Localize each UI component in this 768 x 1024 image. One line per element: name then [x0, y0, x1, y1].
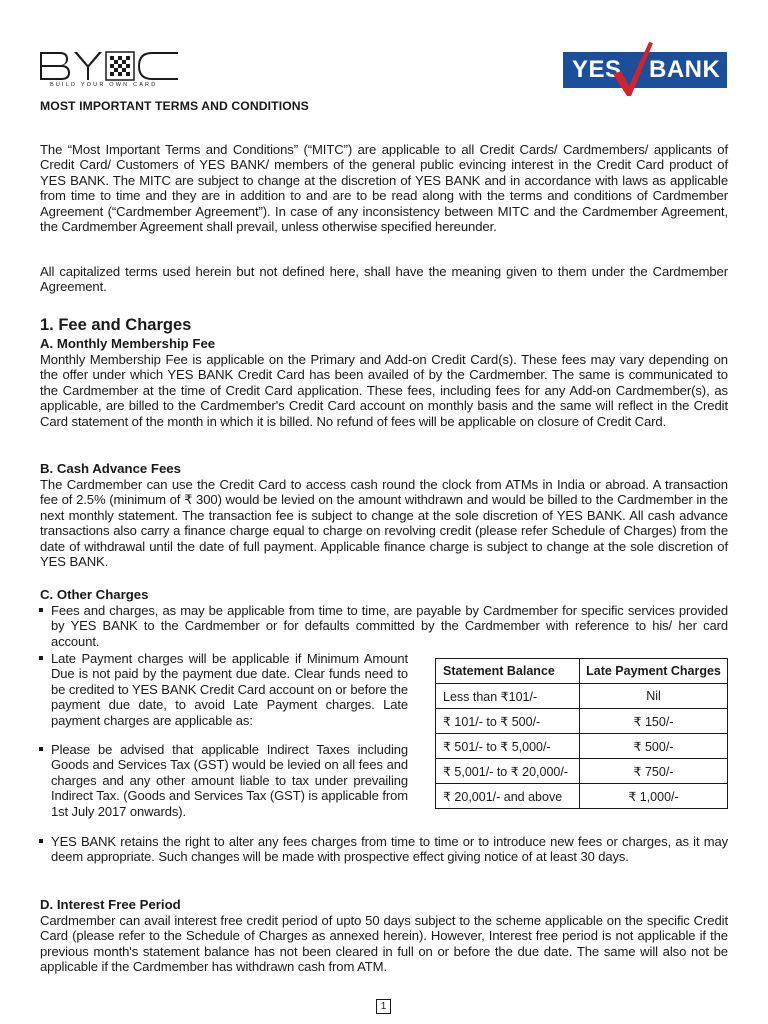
table-row	[436, 759, 728, 784]
table-cell-charge: ₹ 500/-	[580, 734, 728, 759]
table-cell-balance: ₹ 20,001/- and above	[436, 784, 580, 809]
yes-bank-logo-yes: YES	[572, 56, 622, 83]
document-title: MOST IMPORTANT TERMS AND CONDITIONS	[40, 99, 309, 113]
table-header-statement-balance: Statement Balance	[436, 659, 580, 684]
table-cell-charge: ₹ 1,000/-	[580, 784, 728, 809]
page-number: 1	[376, 999, 391, 1014]
bullet-marker	[39, 656, 43, 660]
list-item	[40, 742, 408, 819]
table-row	[436, 684, 728, 709]
intro-paragraph-1: The “Most Important Terms and Conditions” (“MITC”) are applicable to all Credit Cards/ Cardmembers/ applicants of Credit Card/ Customers of YES BANK/ members of the general public evincing interest in the Credit Card product of YES BANK. The MITC are subject to change at the discretion of YES BANK and in accordance with laws as applicable from time to time and they are in addition to and are to be read along with the terms and conditions of Cardmember Agreement (“Cardmember Agreement”). In case of any inconsistency between MITC and the Cardmember Agreement, the Cardmember Agreement shall prevail, unless otherwise specified hereunder.	[40, 142, 728, 235]
bullet-marker	[39, 747, 43, 751]
bullet-marker	[39, 839, 43, 843]
section-1-heading: 1. Fee and Charges	[40, 316, 192, 334]
yes-bank-logo	[563, 52, 727, 88]
late-payment-table	[435, 658, 728, 809]
table-cell-charge: ₹ 150/-	[580, 709, 728, 734]
table-cell-balance: ₹ 5,001/- to ₹ 20,000/-	[436, 759, 580, 784]
section-a-text: Monthly Membership Fee is applicable on the Primary and Add-on Credit Card(s). These fees may vary depending on the offer under which YES BANK Credit Card has been availed of by the Cardmember. The same is communicated to the Cardmember at the time of Credit Card application. These fees, including fees for any Add-on Cardmember(s), as applicable, are billed to the Cardmember's Credit Card account on monthly basis and the same will reflect in the Credit Card statement of the month in which it is billed. No refund of fees will be applicable on closure of Credit Card.	[40, 352, 728, 429]
section-c-bullet-1: Fees and charges, as may be applicable from time to time, are payable by Cardmember for specific services provided by YES BANK to the Cardmember or for defaults committed by the Cardmember with reference to his/ her card account.	[51, 603, 728, 649]
table-header-row	[436, 659, 728, 684]
section-b-heading: B. Cash Advance Fees	[40, 461, 181, 476]
section-d-heading: D. Interest Free Period	[40, 897, 181, 912]
section-c-bullet-4: YES BANK retains the right to alter any fees charges from time to time or to introduce new fees or charges, as it may deem appropriate. Such changes will be made with prospective effect giving notice of at least 30 days.	[51, 834, 728, 865]
section-c-bullet-3: Please be advised that applicable Indirect Taxes including Goods and Services Tax (GST) would be levied on all fees and charges and any other amount liable to tax under prevailing Indirect Tax. (Goods and Services Tax (GST) is applicable from 1st July 2017 onwards).	[51, 742, 408, 819]
table-row	[436, 734, 728, 759]
yes-bank-logo-bank: BANK	[649, 56, 721, 83]
bullet-marker	[39, 608, 43, 612]
checkmark-icon	[611, 40, 653, 98]
section-d-text: Cardmember can avail interest free credit period of upto 50 days subject to the scheme applicable on the specific Credit Card (please refer to the Schedule of Charges as annexed herein). However, Interest free period is not applicable if the previous month's statement balance has not been cleared in full on or before the due date. The same will also not be applicable if the Cardmember has withdrawn cash from ATM.	[40, 913, 728, 975]
section-c-heading: C. Other Charges	[40, 587, 149, 602]
table-cell-charge: ₹ 750/-	[580, 759, 728, 784]
section-b-text: The Cardmember can use the Credit Card to access cash round the clock from ATMs in India or abroad. A transaction fee of 2.5% (minimum of ₹ 300) would be levied on the amount withdrawn and would be billed to the Cardmember in the next monthly statement. The transaction fee is subject to change at the sole discretion of YES BANK. All cash advance transactions also carry a finance charge equal to charge on revolving credit (please refer Schedule of Charges) from the date of withdrawal until the date of full payment. Applicable finance charge is subject to change at the sole discretion of YES BANK.	[40, 477, 728, 570]
section-a-heading: A. Monthly Membership Fee	[40, 336, 216, 351]
table-row	[436, 709, 728, 734]
table-header-late-payment-charges: Late Payment Charges	[580, 659, 728, 684]
byoc-logo	[38, 46, 180, 92]
list-item	[40, 834, 728, 865]
table-cell-charge: Nil	[580, 684, 728, 709]
table-cell-balance: ₹ 101/- to ₹ 500/-	[436, 709, 580, 734]
intro-paragraph-2: All capitalized terms used herein but not defined here, shall have the meaning given to them under the Cardmember Agreement.	[40, 264, 728, 295]
table-cell-balance: Less than ₹101/-	[436, 684, 580, 709]
section-c-bullet-2: Late Payment charges will be applicable if Minimum Amount Due is not paid by the payment due date. Clear funds need to be credited to YES BANK Credit Card account on or before the payment due date, to avoid Late Payment charges. Late payment charges are applicable as:	[51, 651, 408, 728]
table-row	[436, 784, 728, 809]
list-item	[40, 651, 408, 728]
list-item	[40, 603, 728, 649]
byoc-tagline: BUILD YOUR OWN CARD	[50, 82, 158, 88]
table-cell-balance: ₹ 501/- to ₹ 5,000/-	[436, 734, 580, 759]
